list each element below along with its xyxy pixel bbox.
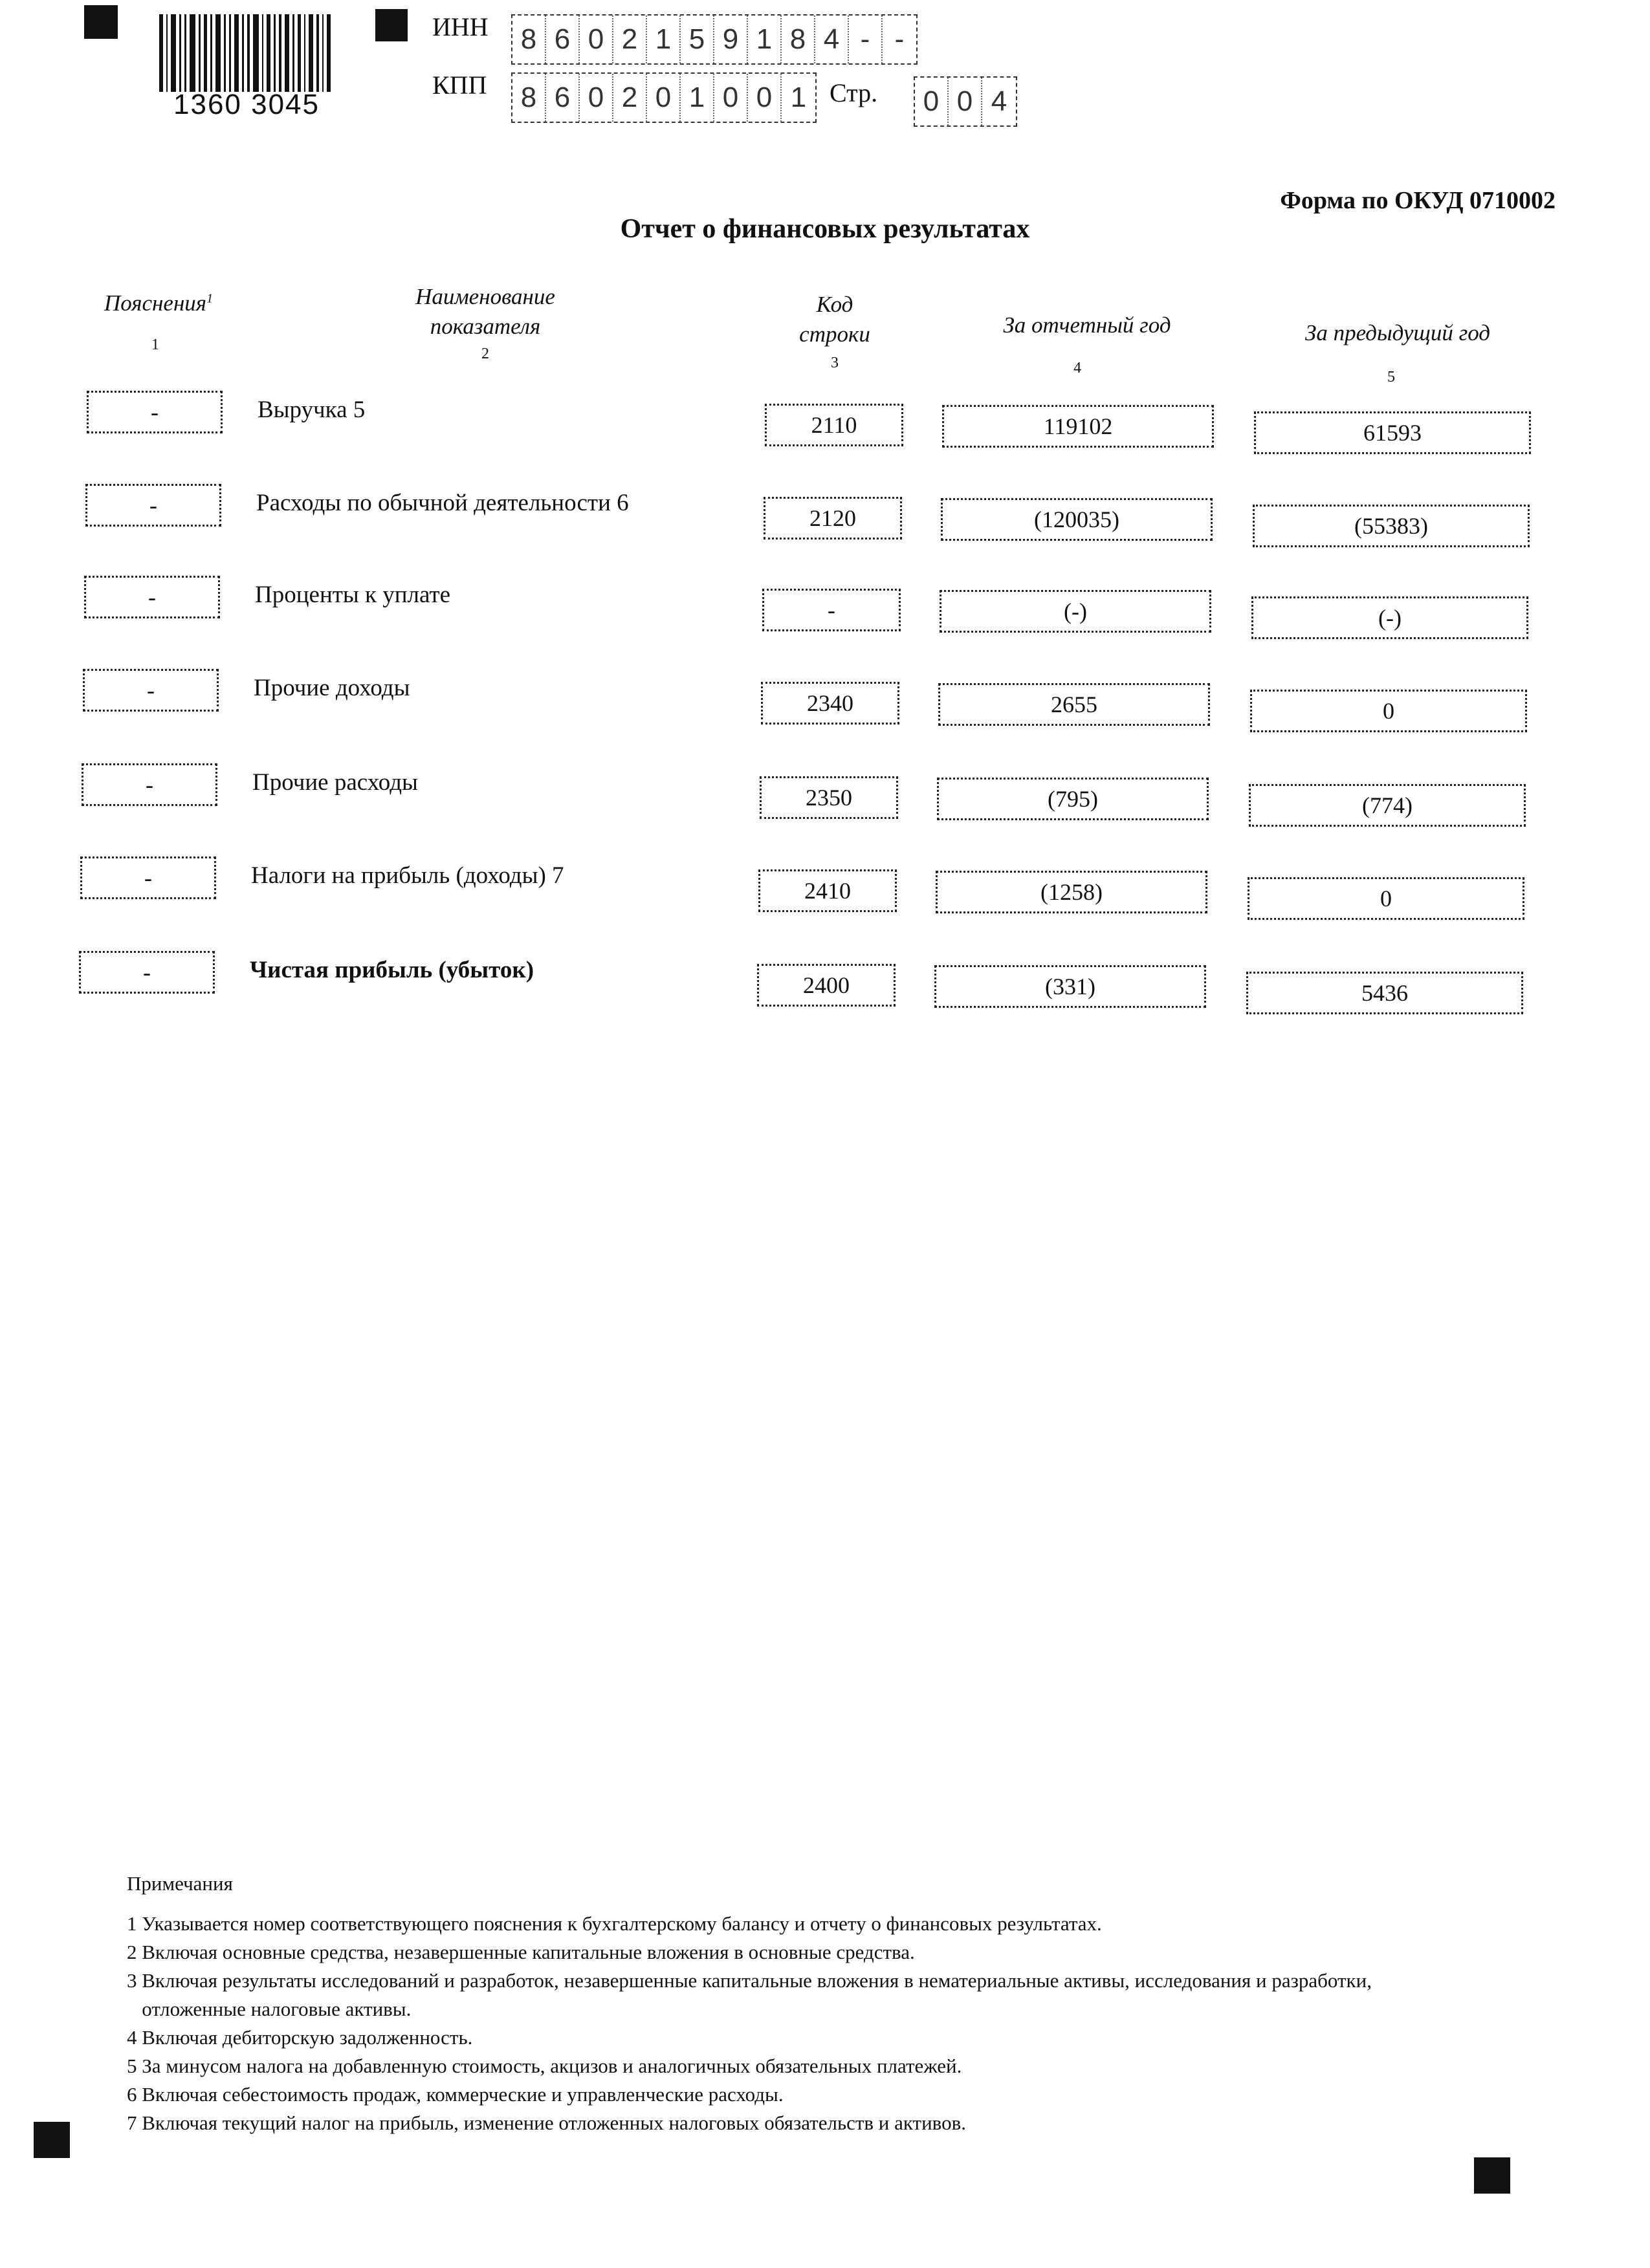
note-cell: - — [79, 951, 215, 994]
row-label: Прочие расходы — [252, 769, 418, 796]
table-row — [0, 669, 1650, 724]
kpp-cell: 1 — [681, 74, 714, 122]
column-header-name-line2: показателя — [430, 313, 541, 339]
note-cell: - — [83, 669, 219, 712]
kpp-cells — [511, 72, 817, 123]
code-cell: 2410 — [758, 869, 897, 912]
footnote-item: 4 Включая дебиторскую задолженность. — [127, 2026, 473, 2049]
previous-year-cell: (774) — [1249, 784, 1526, 827]
page-label: Стр. — [830, 78, 878, 107]
inn-cell: 8 — [512, 16, 546, 63]
row-label: Расходы по обычной деятельности 6 — [256, 490, 629, 516]
footnote-item: 5 За минусом налога на добавленную стоимость, акцизов и аналогичных обязательных платежей. — [127, 2055, 962, 2077]
page-cell: 0 — [949, 78, 982, 125]
note-cell: - — [85, 484, 221, 527]
code-cell: 2400 — [757, 964, 896, 1007]
inn-cells — [511, 14, 918, 65]
previous-year-cell: 0 — [1250, 690, 1527, 732]
alignment-marker-top-mid — [375, 9, 408, 41]
footnote-item: отложенные налоговые активы. — [127, 1998, 412, 2020]
footnote-item: 2 Включая основные средства, незавершенные капитальные вложения в основные средства. — [127, 1941, 915, 1963]
kpp-cell: 0 — [580, 74, 613, 122]
kpp-cell: 0 — [748, 74, 782, 122]
table-row — [0, 763, 1650, 818]
current-year-cell: (-) — [940, 590, 1211, 633]
footnote-item: 3 Включая результаты исследований и разработок, незавершенные капитальные вложения в нематериальные активы, исследования и разработки, — [127, 1969, 1372, 1992]
kpp-cell: 0 — [714, 74, 748, 122]
column-number-1: 1 — [151, 336, 159, 353]
current-year-cell: 2655 — [938, 683, 1210, 726]
column-number-3: 3 — [831, 354, 839, 371]
barcode-number: 1360 3045 — [173, 89, 320, 120]
row-label: Проценты к уплате — [255, 582, 451, 608]
alignment-marker-bottom-right — [1474, 2157, 1510, 2194]
inn-cell: 5 — [681, 16, 714, 63]
column-header-code-line2: строки — [799, 321, 870, 347]
footnote-item: 6 Включая себестоимость продаж, коммерческие и управленческие расходы. — [127, 2083, 784, 2106]
table-row — [0, 391, 1650, 446]
row-label: Налоги на прибыль (доходы) 7 — [251, 862, 564, 889]
kpp-cell: 2 — [613, 74, 647, 122]
current-year-cell: (795) — [937, 778, 1209, 820]
table-row — [0, 484, 1650, 539]
kpp-cell: 0 — [647, 74, 681, 122]
inn-cell: 0 — [580, 16, 613, 63]
code-cell: 2110 — [765, 404, 903, 446]
previous-year-cell: (55383) — [1253, 505, 1530, 547]
kpp-cell: 6 — [546, 74, 580, 122]
inn-cell: 4 — [815, 16, 849, 63]
note-cell: - — [84, 576, 220, 618]
footnote-item: 7 Включая текущий налог на прибыль, изменение отложенных налоговых обязательств и активов. — [127, 2111, 966, 2134]
column-number-2: 2 — [481, 345, 489, 362]
footnotes — [127, 1870, 1486, 2137]
footnotes-heading: Примечания — [127, 1872, 233, 1895]
alignment-marker-bottom-left — [34, 2122, 70, 2158]
inn-cell: 2 — [613, 16, 647, 63]
inn-label: ИНН — [432, 12, 489, 41]
table-row — [0, 856, 1650, 911]
column-number-5: 5 — [1387, 369, 1395, 386]
form-code: Форма по ОКУД 0710002 — [1280, 187, 1556, 214]
column-header-name-line1: Наименование — [415, 284, 555, 309]
kpp-cell: 8 — [512, 74, 546, 122]
inn-cell: - — [894, 23, 905, 55]
page-title: Отчет о финансовых результатах — [620, 214, 1030, 244]
barcode-bars — [159, 14, 334, 92]
alignment-marker-top-left — [84, 5, 118, 39]
row-label: Чистая прибыль (убыток) — [250, 957, 534, 983]
previous-year-cell: (-) — [1251, 596, 1528, 639]
table-row — [0, 951, 1650, 1006]
row-label: Прочие доходы — [254, 675, 410, 701]
table-row — [0, 576, 1650, 631]
kpp-label: КПП — [432, 71, 487, 100]
row-label: Выручка 5 — [258, 397, 366, 423]
inn-cell: - — [849, 16, 883, 63]
column-header-notes-sup: 1 — [206, 291, 214, 306]
code-cell: 2340 — [761, 682, 899, 725]
current-year-cell: (1258) — [936, 871, 1207, 913]
kpp-cell: 1 — [790, 82, 807, 113]
previous-year-cell: 5436 — [1246, 972, 1523, 1014]
column-header-notes — [78, 289, 239, 318]
inn-cell: 6 — [546, 16, 580, 63]
footnote-item: 1 Указывается номер соответствующего пояснения к бухгалтерскому балансу и отчету о финансовых результатах. — [127, 1912, 1102, 1935]
column-header-current-year: За отчетный год — [1003, 312, 1171, 338]
previous-year-cell: 61593 — [1254, 411, 1531, 454]
code-cell: - — [762, 589, 901, 631]
inn-cell: 1 — [748, 16, 782, 63]
current-year-cell: (120035) — [941, 498, 1213, 541]
column-header-notes-label: Пояснения — [104, 290, 207, 316]
column-header-name — [388, 282, 582, 341]
column-header-code-line1: Код — [816, 292, 853, 317]
code-cell: 2350 — [760, 776, 898, 819]
column-number-4: 4 — [1073, 360, 1081, 376]
page-number-cells — [914, 76, 1017, 127]
inn-cell: 9 — [714, 16, 748, 63]
barcode — [159, 14, 334, 118]
page-cell: 4 — [991, 85, 1007, 117]
current-year-cell: (331) — [934, 965, 1206, 1008]
column-header-previous-year: За предыдущий год — [1305, 320, 1490, 345]
note-cell: - — [82, 763, 217, 806]
note-cell: - — [80, 856, 216, 899]
previous-year-cell: 0 — [1248, 877, 1524, 920]
current-year-cell: 119102 — [942, 405, 1214, 448]
code-cell: 2120 — [764, 497, 902, 540]
column-header-code — [776, 290, 893, 349]
note-cell: - — [87, 391, 223, 433]
page-cell: 0 — [915, 78, 949, 125]
inn-cell: 8 — [782, 16, 815, 63]
inn-cell: 1 — [647, 16, 681, 63]
